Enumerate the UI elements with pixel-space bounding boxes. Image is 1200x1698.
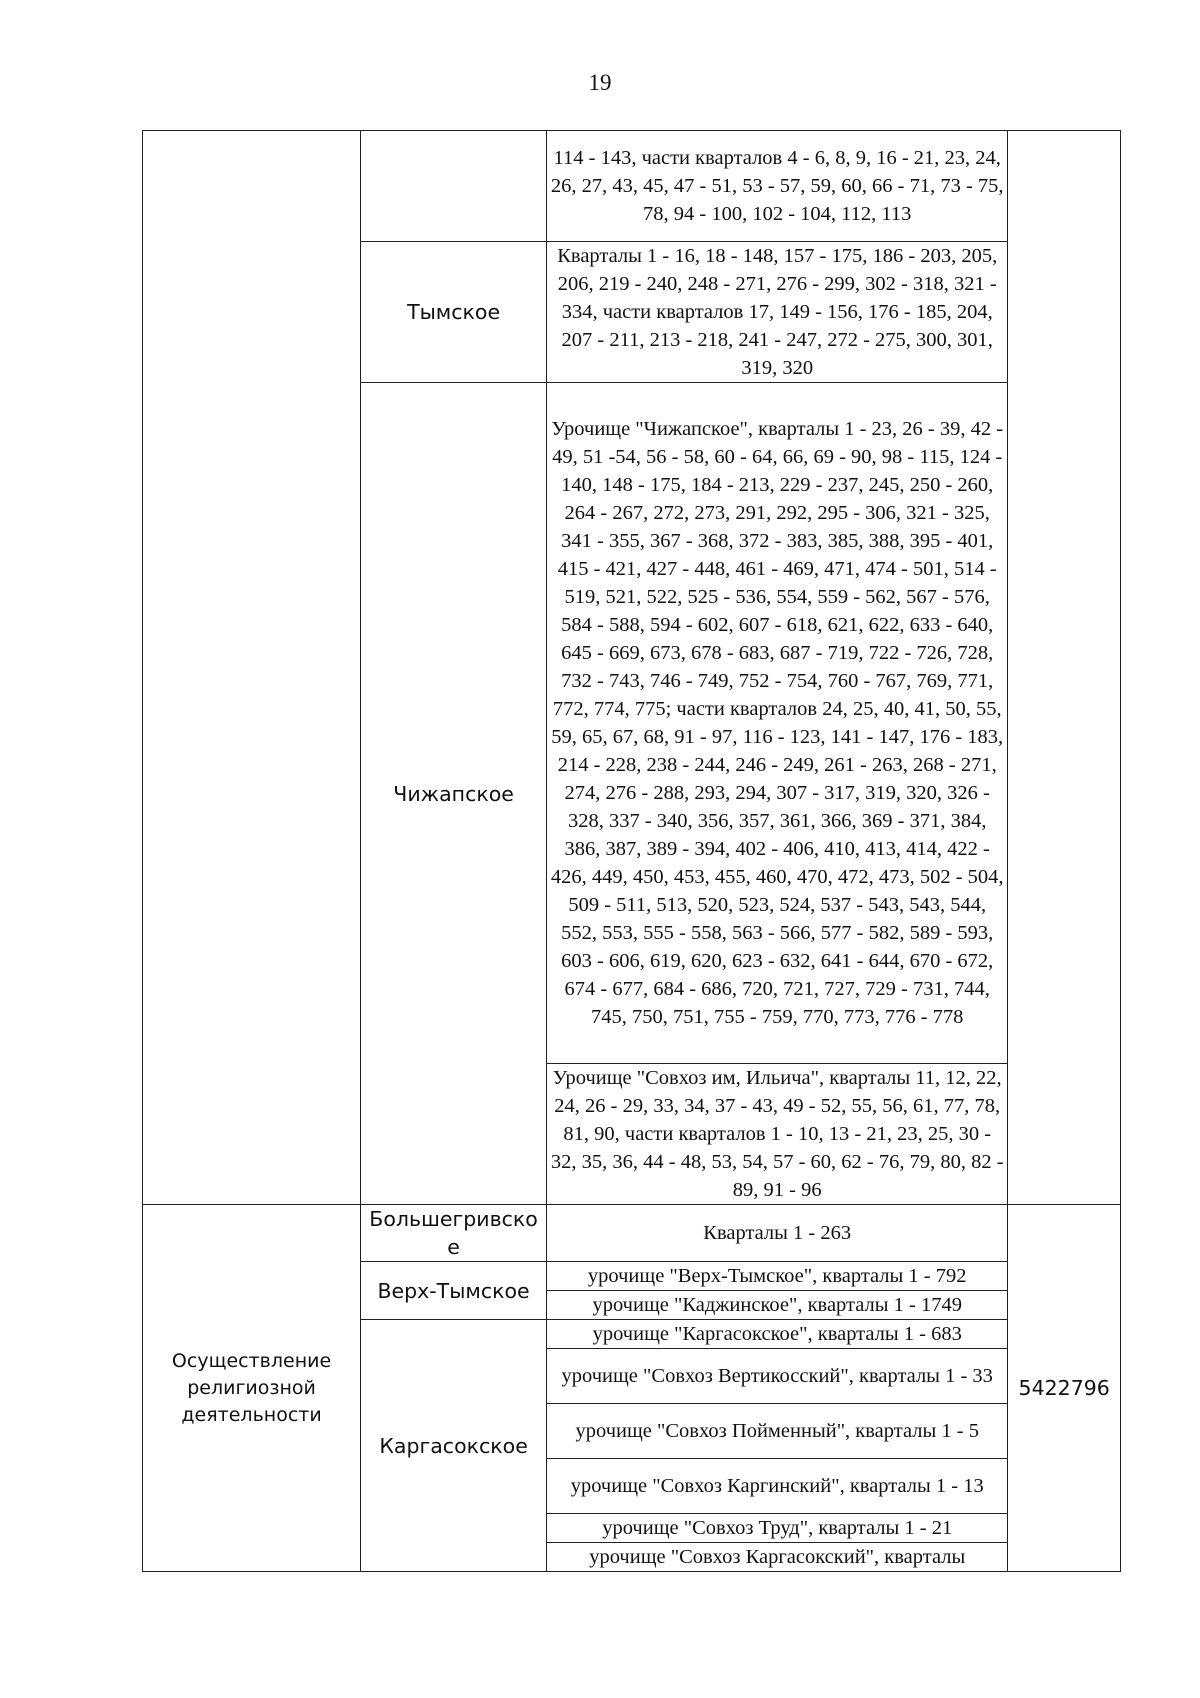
forestry-name: Чижапское bbox=[361, 383, 547, 1205]
table-row bbox=[143, 1205, 1121, 1262]
quarters-cell: урочище "Совхоз Пойменный", кварталы 1 - 5 bbox=[547, 1404, 1008, 1459]
code-cell: 5422796 bbox=[1008, 1205, 1121, 1572]
quarters-cell: урочище "Совхоз Каргасокский", кварталы bbox=[547, 1543, 1008, 1572]
forestry-name: Каргасокское bbox=[361, 1320, 547, 1572]
code-cell-empty bbox=[1008, 131, 1121, 1205]
quarters-cell: Кварталы 1 - 263 bbox=[547, 1205, 1008, 1262]
forestry-name: Большегривское bbox=[361, 1205, 547, 1262]
forestry-cell-empty bbox=[361, 131, 547, 242]
forestry-name: Тымское bbox=[361, 242, 547, 383]
activity-name: Осуществление религиозной деятельности bbox=[143, 1205, 361, 1572]
quarters-cell: урочище "Совхоз Каргинский", кварталы 1 - 13 bbox=[547, 1459, 1008, 1514]
forestry-name: Верх-Тымское bbox=[361, 1262, 547, 1320]
page-number: 19 bbox=[588, 70, 612, 95]
quarters-cell: 114 - 143, части кварталов 4 - 6, 8, 9, 16 - 21, 23, 24, 26, 27, 43, 45, 47 - 51, 53 - 57, 59, 60, 66 - 71, 73 - 75, 78, 94 - 100, 102 - 104, 112, 113 bbox=[547, 131, 1008, 242]
table-row bbox=[143, 131, 1121, 242]
quarters-cell: Урочище "Совхоз им, Ильича", кварталы 11, 12, 22, 24, 26 - 29, 33, 34, 37 - 43, 49 - 52, 55, 56, 61, 77, 78, 81, 90, части кварталов 1 - 10, 13 - 21, 23, 25, 30 - 32, 35, 36, 44 - 48, 53, 54, 57 - 60, 62 - 76, 79, 80, 82 - 89, 91 - 96 bbox=[547, 1064, 1008, 1205]
quarters-cell: урочище "Каргасокское", кварталы 1 - 683 bbox=[547, 1320, 1008, 1349]
quarters-cell: урочище "Совхоз Вертикосский", кварталы 1 - 33 bbox=[547, 1349, 1008, 1404]
quarters-cell: Кварталы 1 - 16, 18 - 148, 157 - 175, 186 - 203, 205, 206, 219 - 240, 248 - 271, 276 - 299, 302 - 318, 321 - 334, части кварталов 17, 149 - 156, 176 - 185, 204, 207 - 211, 213 - 218, 241 - 247, 272 - 275, 300, 301, 319, 320 bbox=[547, 242, 1008, 383]
quarters-cell: урочище "Каджинское", кварталы 1 - 1749 bbox=[547, 1291, 1008, 1320]
quarters-cell: Урочище "Чижапское", кварталы 1 - 23, 26 - 39, 42 - 49, 51 -54, 56 - 58, 60 - 64, 66, 69 - 90, 98 - 115, 124 - 140, 148 - 175, 184 - 213, 229 - 237, 245, 250 - 260, 264 - 267, 272, 273, 291, 292, 295 - 306, 321 - 325, 341 - 355, 367 - 368, 372 - 383, 385, 388, 395 - 401, 415 - 421, 427 - 448, 461 - 469, 471, 474 - 501, 514 - 519, 521, 522, 525 - 536, 554, 559 - 562, 567 - 576, 584 - 588, 594 - 602, 607 - 618, 621, 622, 633 - 640, 645 - 669, 673, 678 - 683, 687 - 719, 722 - 726, 728, 732 - 743, 746 - 749, 752 - 754, 760 - 767, 769, 771, 772, 774, 775; части кварталов 24, 25, 40, 41, 50, 55, 59, 65, 67, 68, 91 - 97, 116 - 123, 141 - 147, 176 - 183, 214 - 228, 238 - 244, 246 - 249, 261 - 263, 268 - 271, 274, 276 - 288, 293, 294, 307 - 317, 319, 320, 326 - 328, 337 - 340, 356, 357, 361, 366, 369 - 371, 384, 386, 387, 389 - 394, 402 - 406, 410, 413, 414, 422 - 426, 449, 450, 453, 455, 460, 470, 472, 473, 502 - 504, 509 - 511, 513, 520, 523, 524, 537 - 543, 543, 544, 552, 553, 555 - 558, 563 - 566, 577 - 582, 589 - 593, 603 - 606, 619, 620, 623 - 632, 641 - 644, 670 - 672, 674 - 677, 684 - 686, 720, 721, 727, 729 - 731, 744, 745, 750, 751, 755 - 759, 770, 773, 776 - 778 bbox=[547, 383, 1008, 1064]
quarters-cell: урочище "Верх-Тымское", кварталы 1 - 792 bbox=[547, 1262, 1008, 1291]
forestry-table bbox=[142, 130, 1121, 1572]
quarters-cell: урочище "Совхоз Труд", кварталы 1 - 21 bbox=[547, 1514, 1008, 1543]
activity-cell-empty bbox=[143, 131, 361, 1205]
